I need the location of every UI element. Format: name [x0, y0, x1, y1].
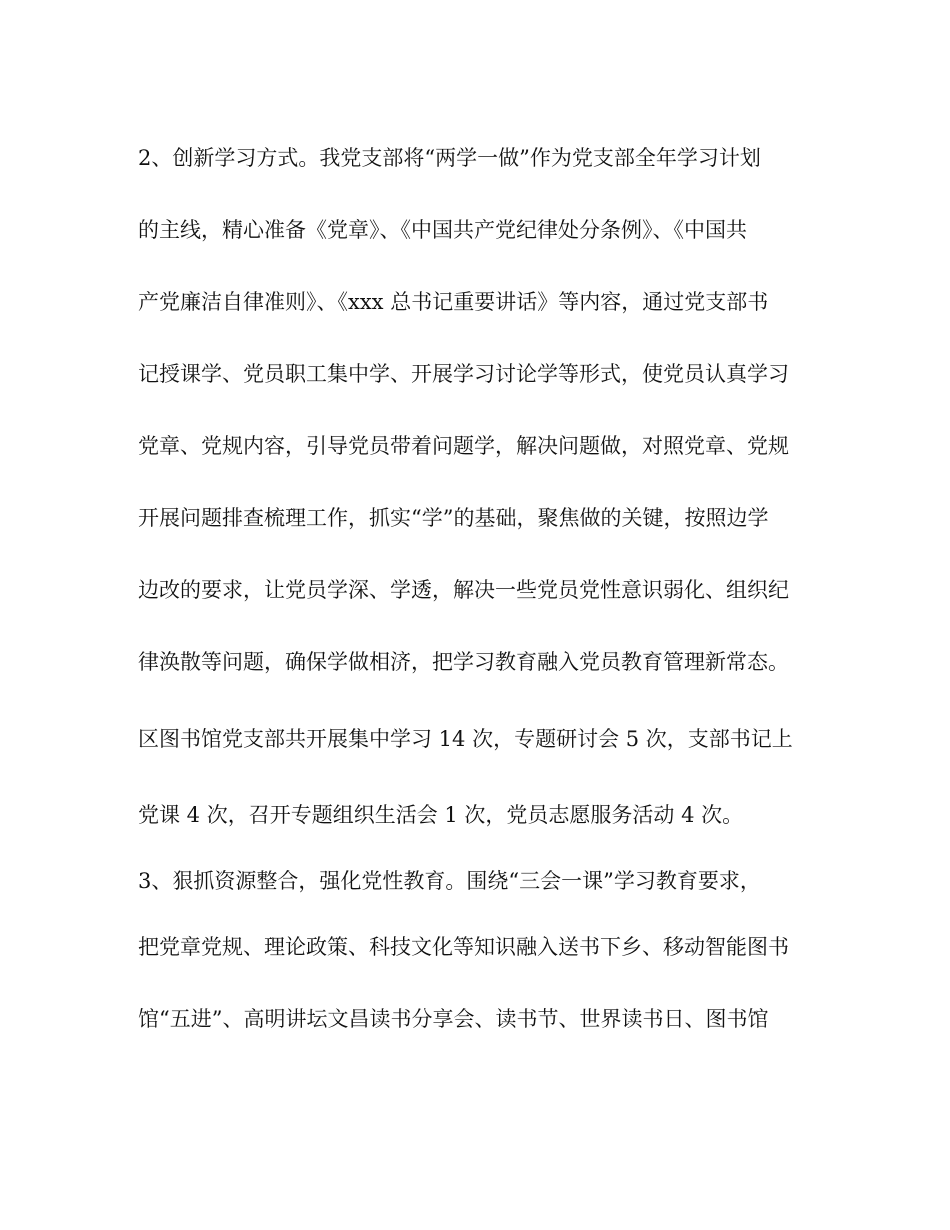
text-line: 3、狠抓资源整合，强化党性教育。围绕“三会一课”学习教育要求， — [138, 869, 761, 893]
text-line: 产党廉洁自律准则》、《xxx 总书记重要讲话》等内容，通过党支部书 — [138, 290, 769, 314]
text-line: 馆“五进”、高明讲坛文昌读书分享会、读书节、世界读书日、图书馆 — [138, 1007, 769, 1031]
text-line: 党课 4 次，召开专题组织生活会 1 次，党员志愿服务活动 4 次。 — [138, 803, 744, 827]
text-line: 的主线，精心准备《党章》、《中国共产党纪律处分条例》、《中国共 — [138, 218, 747, 242]
text-line: 边改的要求，让党员学深、学透，解决一些党员党性意识弱化、组织纪 — [138, 578, 789, 602]
text-line: 开展问题排查梳理工作，抓实“学”的基础，聚焦做的关键，按照边学 — [138, 506, 769, 530]
text-line: 党章、党规内容，引导党员带着问题学，解决问题做，对照党章、党规 — [138, 434, 789, 458]
text-line: 把党章党规、理论政策、科技文化等知识融入送书下乡、移动智能图书 — [138, 935, 789, 959]
text-line: 记授课学、党员职工集中学、开展学习讨论学等形式，使党员认真学习 — [138, 362, 789, 386]
text-line: 律涣散等问题，确保学做相济，把学习教育融入党员教育管理新常态。 — [138, 650, 789, 674]
text-line: 2、创新学习方式。我党支部将“两学一做”作为党支部全年学习计划 — [138, 146, 761, 170]
text-line: 区图书馆党支部共开展集中学习 14 次，专题研讨会 5 次，支部书记上 — [138, 727, 793, 751]
